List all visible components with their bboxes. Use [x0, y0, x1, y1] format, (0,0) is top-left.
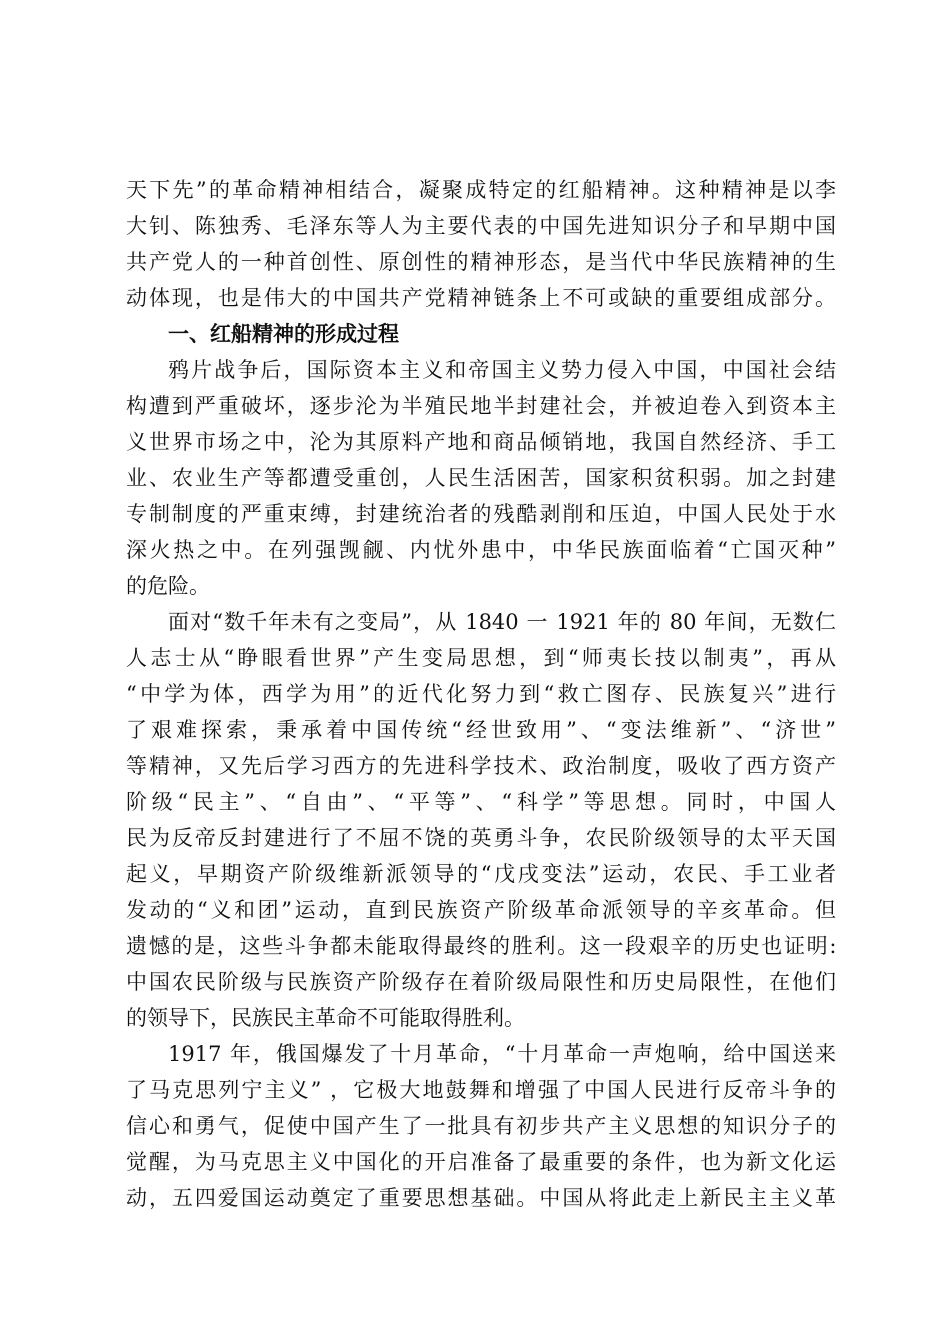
text-line: 大钊、陈独秀、毛泽东等人为主要代表的中国先进知识分子和早期中国 [126, 214, 836, 238]
section-heading: 一、红船精神的形成过程 [168, 322, 399, 346]
text-line: 义世界市场之中，沦为其原料产地和商品倾销地，我国自然经济、手工 [126, 430, 836, 454]
text-line: 的危险。 [126, 574, 210, 598]
body-text [126, 172, 836, 1216]
text-line: 觉醒，为马克思主义中国化的开启准备了最重要的条件，也为新文化运 [126, 1150, 836, 1174]
text-line: 业、农业生产等都遭受重创，人民生活困苦，国家积贫积弱。加之封建 [126, 466, 836, 490]
paragraph-2 [126, 604, 836, 1036]
text-line: 面对“数千年未有之变局”，从 1840 一 1921 年的 80 年间，无数仁 [168, 610, 836, 634]
text-line: 深火热之中。在列强觊觎、内忧外患中，中华民族面临着“亡国灭种” [126, 538, 836, 562]
text-line: 发动的“义和团”运动，直到民族资产阶级革命派领导的辛亥革命。但 [126, 898, 836, 922]
text-line: 阶级“民主”、“自由”、“平等”、“科学”等思想。同时，中国人 [126, 790, 836, 814]
text-line: 专制制度的严重束缚，封建统治者的残酷剥削和压迫，中国人民处于水 [126, 502, 836, 526]
text-line: 信心和勇气，促使中国产生了一批具有初步共产主义思想的知识分子的 [126, 1114, 836, 1138]
text-line: 动体现，也是伟大的中国共产党精神链条上不可或缺的重要组成部分。 [126, 286, 836, 310]
text-line: 遗憾的是，这些斗争都未能取得最终的胜利。这一段艰辛的历史也证明: [126, 934, 836, 958]
paragraph-3 [126, 1036, 836, 1216]
text-line: 构遭到严重破坏，逐步沦为半殖民地半封建社会，并被迫卷入到资本主 [126, 394, 836, 418]
text-line: 动，五四爱国运动奠定了重要思想基础。中国从将此走上新民主主义革 [126, 1186, 836, 1210]
text-line: 了艰难探索，秉承着中国传统“经世致用”、“变法维新”、“济世” [126, 718, 836, 742]
text-line: 天下先”的革命精神相结合，凝聚成特定的红船精神。这种精神是以李 [126, 178, 836, 202]
paragraph-intro [126, 172, 836, 316]
text-line: 人志士从“睁眼看世界”产生变局思想，到“师夷长技以制夷”，再从 [126, 646, 836, 670]
text-line: 了马克思列宁主义” ，它极大地鼓舞和增强了中国人民进行反帝斗争的 [126, 1078, 836, 1102]
text-line: 起义，早期资产阶级维新派领导的“戊戌变法”运动，农民、手工业者 [126, 862, 836, 886]
text-line: 民为反帝反封建进行了不屈不饶的英勇斗争，农民阶级领导的太平天国 [126, 826, 836, 850]
text-line: 等精神，又先后学习西方的先进科学技术、政治制度，吸收了西方资产 [126, 754, 836, 778]
text-line: 鸦片战争后，国际资本主义和帝国主义势力侵入中国，中国社会结 [168, 358, 836, 382]
paragraph-1 [126, 352, 836, 604]
text-line: 的领导下，民族民主革命不可能取得胜利。 [126, 1006, 525, 1030]
text-line: 中国农民阶级与民族资产阶级存在着阶级局限性和历史局限性，在他们 [126, 970, 836, 994]
text-line: 共产党人的一种首创性、原创性的精神形态，是当代中华民族精神的生 [126, 250, 836, 274]
text-line: “中学为体，西学为用”的近代化努力到“救亡图存、民族复兴”进行 [126, 682, 836, 706]
text-line: 1917 年，俄国爆发了十月革命，“十月革命一声炮响，给中国送来 [168, 1042, 836, 1066]
